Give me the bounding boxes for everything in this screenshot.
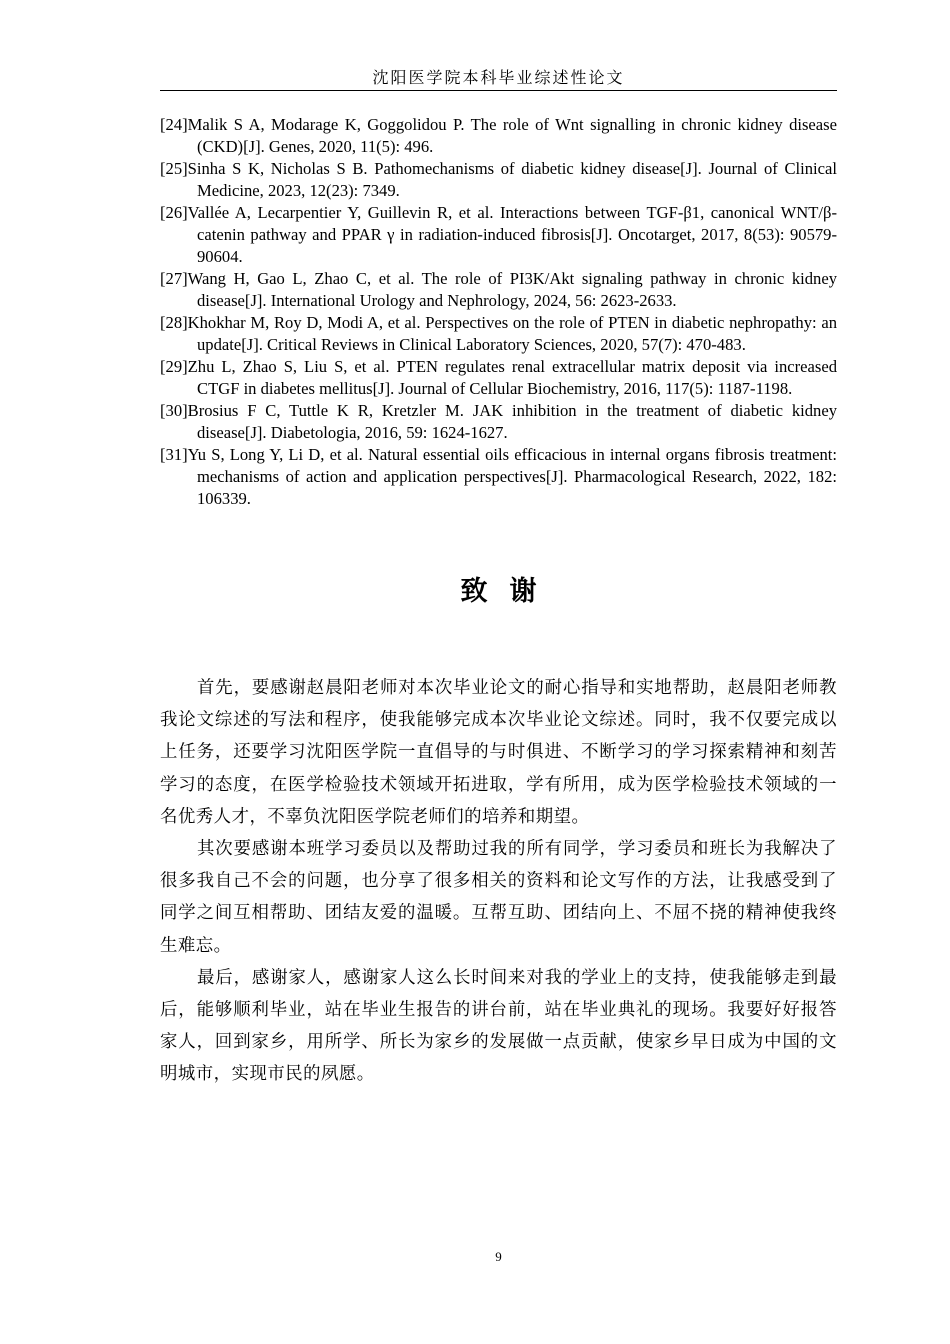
reference-list [160,114,837,510]
reference-item: [28]Khokhar M, Roy D, Modi A, et al. Perspectives on the role of PTEN in diabetic nephropathy: an update[J]. Critical Reviews in Clinical Laboratory Sciences, 2020, 57(7): 470-483. [160,313,837,354]
acknowledgement-paragraph: 其次要感谢本班学习委员以及帮助过我的所有同学，学习委员和班长为我解决了很多我自己不会的问题，也分享了很多相关的资料和论文写作的方法，让我感受到了同学之间互相帮助、团结友爱的温暖。互帮互助、团结向上、不屈不挠的精神使我终生难忘。 [160,839,837,956]
page-number: 9 [495,1249,502,1264]
acknowledgement-paragraph: 最后，感谢家人，感谢家人这么长时间来对我的学业上的支持，使我能够走到最后，能够顺利毕业，站在毕业生报告的讲台前，站在毕业典礼的现场。我要好好报答家人，回到家乡，用所学、所长为家乡的发展做一点贡献，使家乡早日成为中国的文明城市，实现市民的夙愿。 [160,967,837,1085]
header-rule [160,90,837,91]
reference-item: [26]Vallée A, Lecarpentier Y, Guillevin R, et al. Interactions between TGF-β1, canonical WNT/β-catenin pathway and PPAR γ in radiation-induced fibrosis[J]. Oncotarget, 2017, 8(53): 90579-90604. [160,203,837,266]
reference-item: [25]Sinha S K, Nicholas S B. Pathomechanisms of diabetic kidney disease[J]. Journal of Clinical Medicine, 2023, 12(23): 7349. [160,159,837,200]
reference-item: [24]Malik S A, Modarage K, Goggolidou P. The role of Wnt signalling in chronic kidney disease (CKD)[J]. Genes, 2020, 11(5): 496. [160,115,837,156]
running-header: 沈阳医学院本科毕业综述性论文 [372,68,625,87]
acknowledgement-body [160,672,837,1091]
reference-item: [27]Wang H, Gao L, Zhao C, et al. The role of PI3K/Akt signaling pathway in chronic kidney disease[J]. International Urology and Nephrology, 2024, 56: 2623-2633. [160,269,837,310]
acknowledgement-title: 致谢 [460,576,559,607]
reference-item: [29]Zhu L, Zhao S, Liu S, et al. PTEN regulates renal extracellular matrix deposit via increased CTGF in diabetes mellitus[J]. Journal of Cellular Biochemistry, 2016, 117(5): 1187-1198. [160,357,837,398]
reference-item: [31]Yu S, Long Y, Li D, et al. Natural essential oils efficacious in internal organs fibrosis treatment: mechanisms of action and application perspectives[J]. Pharmacological Research, 2022, 182: 106339. [160,445,837,508]
acknowledgement-paragraph: 首先，要感谢赵晨阳老师对本次毕业论文的耐心指导和实地帮助，赵晨阳老师教我论文综述的写法和程序，使我能够完成本次毕业论文综述。同时，我不仅要完成以上任务，还要学习沈阳医学院一直倡导的与时俱进、不断学习的学习探索精神和刻苦学习的态度，在医学检验技术领域开拓进取，学有所用，成为医学检验技术领域的一名优秀人才，不辜负沈阳医学院老师们的培养和期望。 [160,678,837,827]
reference-item: [30]Brosius F C, Tuttle K R, Kretzler M. JAK inhibition in the treatment of diabetic kidney disease[J]. Diabetologia, 2016, 59: 1624-1627. [160,401,837,442]
